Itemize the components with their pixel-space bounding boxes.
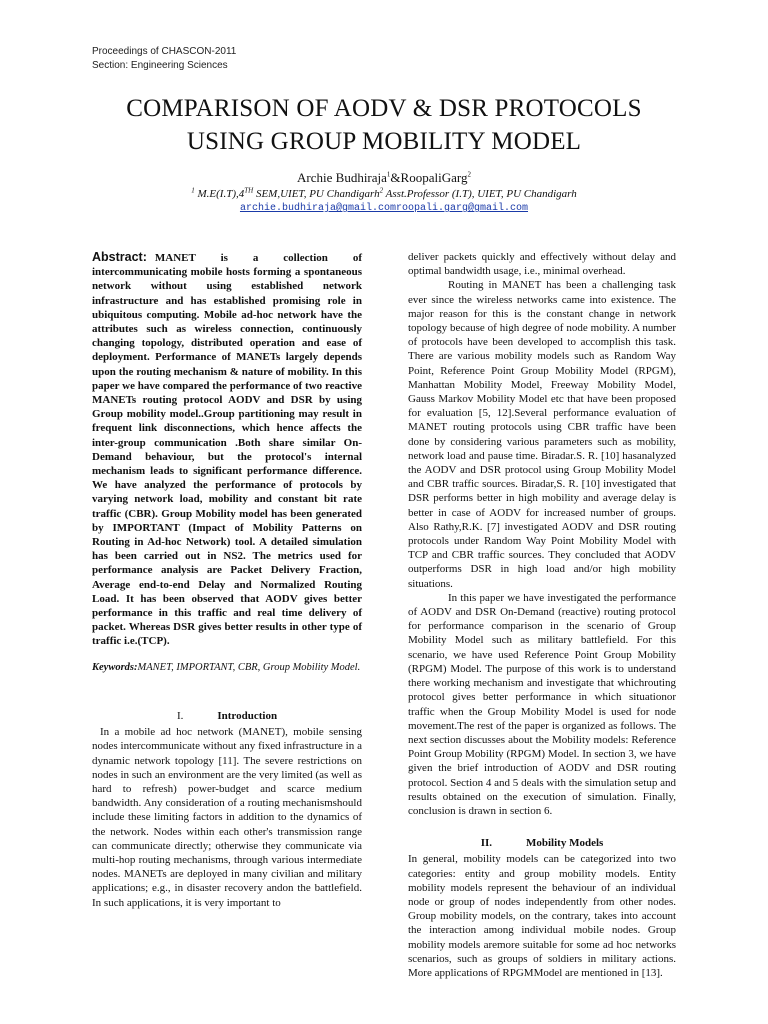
proceedings-header	[92, 45, 236, 73]
abstract-label: Abstract:	[92, 250, 147, 264]
section-number: I.	[176, 709, 184, 722]
section-title: Mobility Models	[526, 837, 604, 850]
proceedings-section: Section: Engineering Sciences	[92, 60, 228, 71]
right-column	[408, 250, 676, 980]
paragraph-this-paper: In this paper we have investigated the performance of AODV and DSR On-Demand (reactive) routing protocol for performance comparison in the scenario of Group Mobility Model such as military battlefield. For this scenario, we have used Reference Point Group Mobility (RPGM) Model. The purpose of this work is to understand there working mechanism and investigate that whichrouting protocol gives better performance in which situationor traffic when the Group Mobility Model is used for node movement.The rest of the paper is organized as follows. The next section discusses about the Mobility models: Reference Point Group Mobility (RPGM) Model. In section 3, we have given the brief introduction of AODV and DSR routing protocol. Section 4 and 5 deals with the simulation setup and results obtained on the execution of simulation. Finally, conclusion is drawn in section 6.	[408, 591, 676, 817]
affil-text-1: M.E(I.T),4	[194, 188, 245, 200]
section-number: II.	[480, 837, 492, 850]
left-column	[92, 250, 362, 910]
affil-mark-1: 1	[191, 186, 195, 195]
paragraph-continued: deliver packets quickly and effectively without delay and optimal bandwidth usage, i.e., minimal overhead.	[408, 251, 676, 278]
section-heading-mobility-models	[408, 836, 676, 850]
affil-mark-2: 2	[379, 186, 384, 195]
paper-title-line-1: COMPARISON OF AODV & DSR PROTOCOLS	[126, 95, 642, 122]
keywords	[92, 661, 362, 675]
affil-text-3: Asst.Professor (I.T), UIET, PU Chandigarh	[383, 188, 577, 200]
author-1: Archie Budhiraja	[297, 170, 387, 185]
paper-title	[0, 92, 768, 158]
section-heading-introduction	[92, 709, 362, 723]
keywords-text: MANET, IMPORTANT, CBR, Group Mobility Model.	[137, 661, 361, 673]
keywords-label: Keywords:	[92, 661, 138, 673]
author-2: &RoopaliGarg	[390, 170, 468, 185]
introduction-paragraph: In a mobile ad hoc network (MANET), mobile sensing nodes intercommunicate without any fixed infrastructure in a dynamic network topology [11]. The severe restrictions on nodes in such an environment are the very limited (as well as hard to refresh) power-budget and scarce medium bandwidth. Any consideration of a routing mechanismshould include these limiting factors in addition to the dynamics of the network. Nodes within each other's transmission range can communicate directly; otherwise they communicate via multi-hop routing mechanisms, through various intermediate nodes. MANETs are deployed in many civilian and military applications; e.g., in disaster recovery andon the battlefield. In such applications, it is very important to	[92, 726, 362, 909]
section-title: Introduction	[217, 709, 278, 722]
author-line	[0, 170, 768, 186]
author-1-mark: 1	[386, 170, 391, 179]
abstract-text: MANET is a collection of intercommunicating mobile hosts forming a spontaneous network without using established network infrastructure and has established promising role in ubiquitous computing. Mobile ad-hoc network have the attributes such as wireless connection, continuously changing topology, distributed operation and ease of deployment. Performance of MANETs largely depends upon the routing mechanism & nature of mobility. In this paper we have compared the performance of two reactive MANETs routing protocol AODV and DSR by using Group mobility model..Group partitioning may result in frequent link disconnections, which hence affects the inter-group communication .Both share similar On-Demand behaviour, but the protocol's internal mechanism leads to significant performance difference. We have analyzed the performance of protocols by varying network load, mobility and constant bit rate traffic (CBR). Group Mobility model has been generated by IMPORTANT (Impact of Mobility Patterns on Routing in Ad-hoc Network) tool. A detailed simulation has been carried out in NS2. The metrics used for performance analysis are Packet Delivery Fraction, Average end-to-end Delay and Normalized Routing Load. It has been observed that AODV gives better performance in this traffic and real time delivery of packet. Whereas DSR gives better results in other type of traffic i.e.(TCP).	[92, 252, 362, 648]
affil-mark-th: TH	[244, 186, 254, 195]
affiliation-line	[0, 188, 768, 200]
proceedings-name: Proceedings of CHASCON-2011	[92, 46, 237, 57]
paper-title-line-2: USING GROUP MOBILITY MODEL	[186, 128, 582, 155]
paragraph-routing: Routing in MANET has been a challenging task ever since the wireless networks came into existence. The major reason for this is the constant change in network topology because of high degree of node mobility. A number of protocols have been developed to accomplish this task. There are various mobility models such as Random Way Point, Reference Point Group Mobility Model (RPGM), Manhattan Mobility Model, Freeway Mobility Model, Gauss Markov Mobility Model etc that have been proposed for evaluation [5, 12].Several performance evaluation of MANET routing protocols using CBR traffic have been done by considering various parameters such as mobility, network load and pause time. Biradar.S. R. [10] hasanalyzed the AODV and DSR protocol using Group Mobility Model and CBR traffic sources. Biradar,S. R. [10] investigated that DSR performs better in high mobility and average delay is better in case of AODV for increased number of groups. Also Rathy,R.K. [7] investigated AODV and DSR routing protocols under Random Way Point Mobility Model with TCP and CBR traffic sources. They concluded that AODV outperforms DSR in high load and/or high mobility situations.	[408, 279, 676, 590]
mobility-models-paragraph: In general, mobility models can be categorized into two categories: entity and group mobility models. Entity mobility models represent the behaviour of an individual node or group of nodes independently from other nodes. Group mobility models, on the contrary, takes into account the interaction among individual mobile nodes. Group mobility models aremore suitable for some ad hoc networks scenarios, such as groups of soldiers in military actions. More applications of RPGMModel are mentioned in [13].	[408, 853, 676, 979]
author-2-mark: 2	[467, 170, 471, 179]
abstract	[92, 250, 362, 649]
author-emails-link[interactable]: archie.budhiraja@gmail.comroopali.garg@gmail.com	[239, 203, 529, 214]
affil-text-2: SEM,UIET, PU Chandigarh	[253, 188, 380, 200]
